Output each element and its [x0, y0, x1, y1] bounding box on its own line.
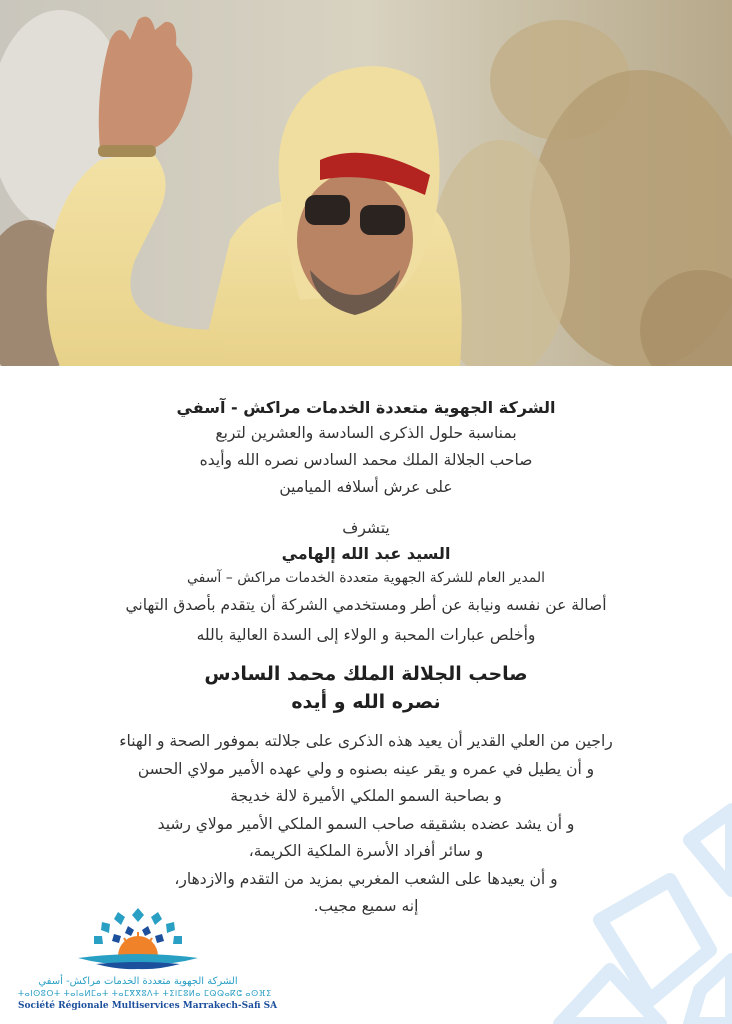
logo-arabic-name: الشركة الجهوية متعددة الخدمات مراكش- أسفي — [38, 976, 238, 987]
sender-intro: يتشرف — [342, 519, 390, 537]
king-blessing: نصره الله و أيده — [291, 691, 441, 713]
header-photo — [0, 0, 732, 366]
wish-line: و سائر أفراد الأسرة الملكية الكريمة، — [248, 842, 484, 860]
sender-name: السيد عبد الله إلهامي — [281, 544, 451, 563]
wish-line: راجين من العلي القدير أن يعيد هذه الذكرى على جلالته بموفور الصحة و الهناء — [119, 732, 613, 750]
occasion-line-3: على عرش أسلافه الميامين — [279, 478, 453, 496]
logo-emblem-icon — [18, 906, 258, 976]
company-logo — [18, 906, 278, 1016]
company-heading: الشركة الجهوية متعددة الخدمات مراكش - آسفي — [176, 398, 556, 417]
wish-line: و بصاحبة السمو الملكي الأميرة لالة خديجة — [230, 787, 502, 805]
king-title: صاحب الجلالة الملك محمد السادس — [204, 663, 528, 685]
sender-line-2: وأخلص عبارات المحبة و الولاء إلى السدة العالية بالله — [196, 626, 536, 644]
wish-line: و أن يعيدها على الشعب المغربي بمزيد من التقدم والازدهار، — [174, 869, 558, 888]
wish-line: إنه سميع مجيب. — [313, 897, 419, 915]
wish-line: و أن يشد عضده بشقيقه صاحب السمو الملكي الأمير مولاي رشيد — [157, 814, 575, 833]
logo-french-name: Société Régionale Multiservices Marrakech-Safi SA — [18, 1001, 278, 1011]
occasion-line-1: بمناسبة حلول الذكرى السادسة والعشرين لتربع — [215, 424, 517, 442]
decorative-pattern-icon — [540, 800, 732, 1024]
sender-title: المدير العام للشركة الجهوية متعددة الخدمات مراكش – آسفي — [186, 570, 546, 586]
logo-tifinagh-name: ⵜⴰⵏⵙⵓⵔⵜ ⵜⴰⵏⴰⵍⵎⴰⵜ ⵜⴰⵎⴳⴳⵓⴷⵜ ⵜⵉⵏⵎⵓⵍⴰ ⵎⵕⵕⴰⴽⵛ ⴰⵙⴼⵉ — [18, 989, 272, 998]
wish-line: و أن يطيل في عمره و يقر عينه بصنوه و ولي عهده الأمير مولاي الحسن — [137, 759, 595, 778]
sender-line-1: أصالة عن نفسه ونيابة عن أطر ومستخدمي الشركة أن يتقدم بأصدق التهاني — [125, 596, 607, 614]
occasion-line-2: صاحب الجلالة الملك محمد السادس نصره الله وأيده — [199, 451, 533, 469]
